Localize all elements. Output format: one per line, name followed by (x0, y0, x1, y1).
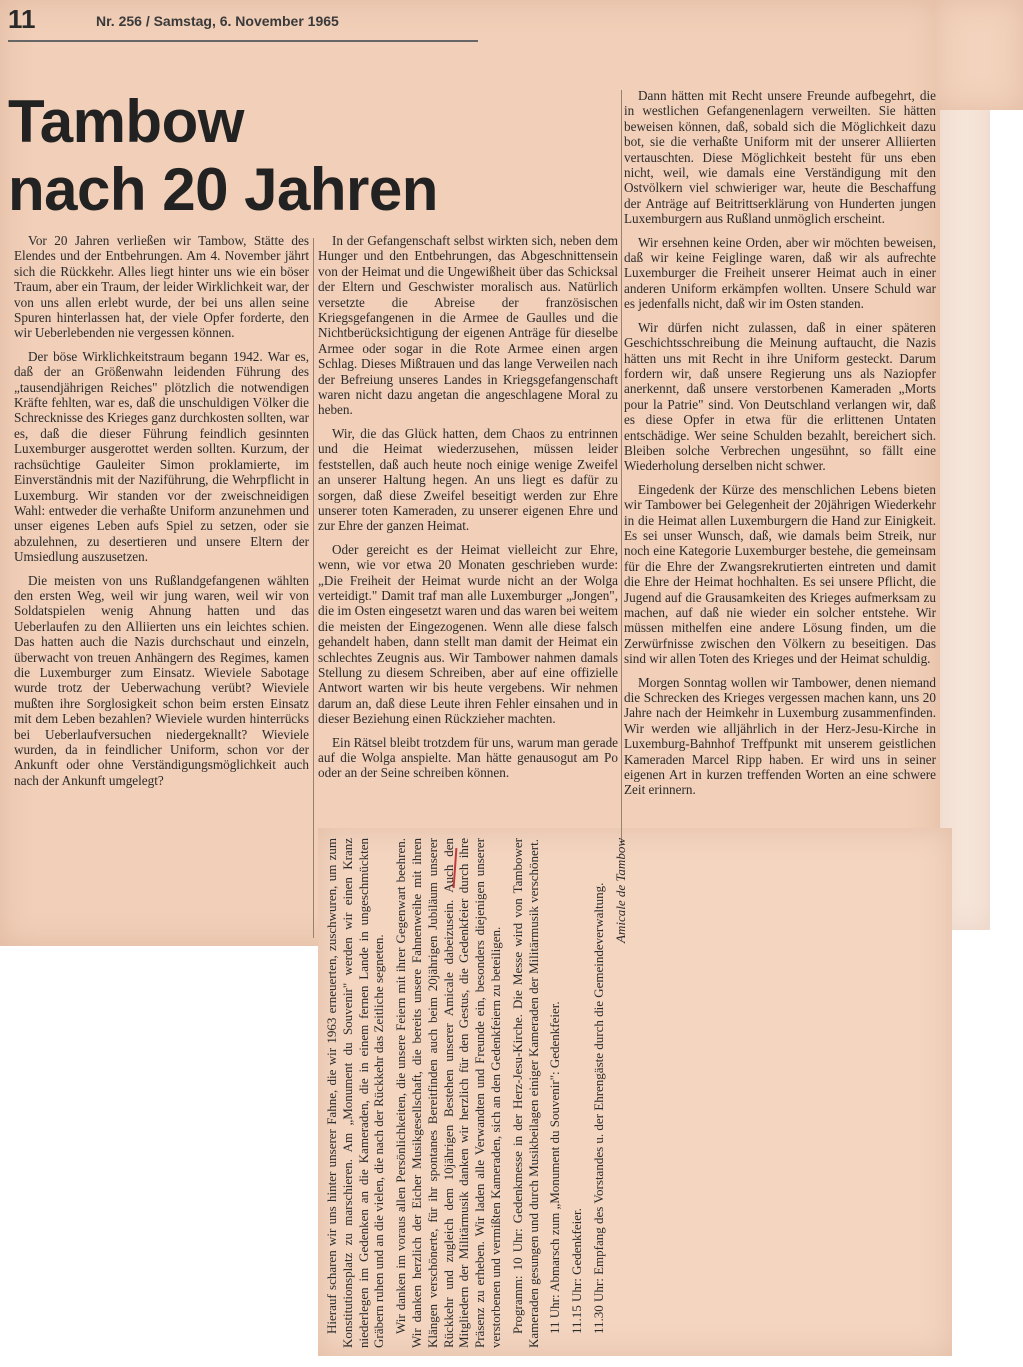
paragraph: Die meisten von uns Rußlandgefangenen wählten den ersten Weg, weil wir jung waren, weil wir von Soldatspielen wenig Ahnung hatten und das Ueberlaufen zu den Alliierten uns ein leichtes schien. Das hatten auch die Nazis durchschaut und einzeln, überwacht von treuen Anhängern des Regimes, kamen die Luxemburger zum Einsatz. Wieviele Sabotage wurde trotz der Ueberwachung verübt? Wieviele mußten ihre Sorglosigkeit schon beim ersten Einsatz mit dem Leben bezahlen? Wieviele wurden hinterrücks bei Ueberlaufversuchen niedergeknallt? Wieviele wurden, da in feindlicher Uniform, schon vor der Ankunft oder ohne Verständigungsmöglichkeit auch nach der Ankunft umgelegt? (14, 572, 309, 788)
paragraph: Eingedenk der Kürze des menschlichen Lebens bieten wir Tambower bei Gelegenheit der 20jährigen Wiederkehr in die Heimat allen Luxemburgern die Hand zur Einigkeit. Es sei unser Wunsch, daß, wie damals beim Streik, nur noch eine Kategorie Luxemburger bestehe, die gemeinsam für die Ehre der Zwangsrekrutierten eintreten und damit die Ehre der Heimat hochhalten. Es sei unsere Pflicht, die Jugend auf die Grausamkeiten des Krieges aufmerksam zu machen, auf daß nie wieder ein solcher entstehe. Wir müssen mithelfen eine andere Lösung finden, um die Zerwürfnisse zwischen den Völkern zu beseitigen. Das sind wir allen Toten des Krieges und der Heimat schuldig. (624, 481, 936, 667)
paragraph: Morgen Sonntag wollen wir Tambower, denen niemand die Schrecken des Krieges vergessen machen kann, uns 20 Jahre nach der Heimkehr in Luxemburg zusammenfinden. Wir werden wie alljährlich in der Herz-Jesu-Kirche in Luxemburg-Bahnhof Treffpunkt mit unserem geistlichen Kameraden Marcel Ripp haben. Er wird uns in seiner eigenen Art in kurzen treffenden Worten an eine schwere Zeit erinnern. (624, 674, 936, 798)
continuation-text (324, 838, 635, 1348)
article-column-1 (14, 233, 309, 796)
paragraph: 11.15 Uhr: Gedenkfeier. (569, 1208, 585, 1334)
paragraph: Wir dürfen nicht zulassen, daß in einer späteren Geschichtsschreibung die Meinung auftaucht, die Nazis hätten uns mit Recht in ihre Uniform gesteckt. Darum fordern wir, daß unsere Regierung uns als Naziopfer anerkennt, daß unsere verstorbenen Kameraden „Morts pour la Patrie" sind. Von Deutschland verlangen wir, daß es diese Opfer in etwa für die erlittenen Untaten entschädige. Wer seine Schulden bezahlt, bereichert sich. Bleiben solche Verbrechen ungesühnt, so fällt eine Wiederholung derselben nicht schwer. (624, 319, 936, 474)
issue-date: Nr. 256 / Samstag, 6. November 1965 (96, 13, 339, 29)
article-column-2 (318, 233, 618, 789)
continuation-rotated-inner (324, 838, 944, 1348)
adjacent-clipping (940, 0, 990, 930)
paragraph: Wir danken im voraus allen Persönlichkeiten, die unsere Feiern mit ihrer Gegenwart beehren. Wir danken herzlich der Eicher Musikgesellschaft, die bereits unsere Fahnenweihe mit ihren Klängen verschönerte, für ihr spontanes Bereitfinden auch beim 20jährigen Jubiläum unserer Rückkehr und zugleich dem 10jährigen Bestehen unserer Amicale dabeizusein. Auch den Mitgliedern der Militärmusik danken wir herzlich für den Gestus, die Gedenkfeier durch ihre Präsenz zu erheben. Wir laden alle Verwandten und Freunde ein, besonders diejenigen unserer verstorbenen und vermißten Kameraden, sich an den Gedenkfeiern zu beteiligen. (393, 838, 503, 1348)
paragraph: Programm: 10 Uhr: Gedenkmesse in der Herz-Jesu-Kirche. Die Messe wird von Tambower Kameraden gesungen und durch Musikbeilagen einiger Kameraden der Militärmusik verschönert. (509, 838, 541, 1348)
masthead (8, 4, 508, 34)
masthead-rule (8, 40, 478, 42)
paragraph: Der böse Wirklichkeitstraum begann 1942. War es, daß der an Größenwahn leidenden Führung des „tausendjährigen Reiches" plötzlich die notwendigen Kräfte fehlten, war es, daß die unschuldigen Völker die Schrecknisse des Krieges ganz durchkosten sollten, war es, daß die dieser Führung feindlich gesinnten Luxemburger ausgerottet werden sollten. Kurzum, der rachsüchtige Gauleiter Simon proklamierte, im Einverständnis mit der Naziführung, die Wehrpflicht in Luxemburg. Wir standen vor der zweischneidigen Wahl: entweder die verhaßte Uniform anzunehmen und unser eigenes Leben aufs Spiel zu setzen, oder sie abzulehnen, zu desertieren und unsere Eltern der Umsiedlung auszusetzen. (14, 348, 309, 565)
paragraph: 11.30 Uhr: Empfang des Vorstandes u. der Ehrengäste durch die Gemeindeverwaltung. (590, 882, 606, 1334)
paragraph: Oder gereicht es der Heimat vielleicht zur Ehre, wenn, wie vor etwa 20 Monaten geschrieben wurde: „Die Freiheit der Heimat wurde nicht an der Wolga verteidigt." Damit traf man alle Luxemburger „Jongen", die im Osten eingesetzt waren und das waren bei weitem die meisten der Eingezogenen. Wenn alle diese falsch gehandelt haben, dann stellt man damit der Heimat ein schlechtes Zeugnis aus. Wir Tambower nahmen damals Stellung zu diesem Schreiben, aber auf eine offizielle Antwort warten wir bis heute vergebens. Wir nehmen darum an, daß diese Leute ihren Fehler einsahen und in dieser Beziehung einen Rückzieher machten. (318, 541, 618, 727)
page-number: 11 (8, 4, 36, 34)
paragraph: Dann hätten mit Recht unsere Freunde aufbegehrt, die in westlichen Gefangenenlagern verweilten. Sie hätten beweisen können, daß, sobald sich die Möglichkeit dazu bot, sie die verhaßte Uniform mit der unserer Alliierten vertauschten. Diese Möglichkeit besteht für uns eben nicht, weil, wie damals eine Verständigung mit den Ostvölkern viel schwieriger war, heute die Beschaffung der Anträge auf Beitrittserklärung von Hunderten jungen Luxemburgern aus Rußland unmöglich erscheint. (624, 88, 936, 227)
continuation-rotated (324, 838, 944, 1348)
paragraph: Vor 20 Jahren verließen wir Tambow, Stätte des Elendes und der Entbehrungen. Am 4. November jährt sich die Rückkehr. Alles liegt hinter uns wie ein böser Traum, aber ein Traum, der leider Wirklichkeit war, der von uns allen erlebt wurde, der bei uns allen seine Spuren hinterlassen hat, der viele Opfer forderte, den wir Ueberlebenden nie vergessen können. (14, 233, 309, 341)
paragraph: Hierauf scharen wir uns hinter unserer Fahne, die wir 1963 erneuerten, zuschwuren, um zum Konstitutionsplatz zu marschieren. Am „Monument du Souvenir" werden wir einen Kranz niederlegen im Gedenken an die Kameraden, die in einem fernen Lande in ungeschmückten Gräbern ruhen und an die vielen, die nach der Rückkehr das Zeitliche segneten. (324, 838, 387, 1348)
column-divider (313, 238, 314, 938)
paragraph: In der Gefangenschaft selbst wirkten sich, neben dem Hunger und den Entbehrungen, das Abgeschnittensein von der Heimat und die Ungewißheit über das Schicksal der Eltern und Geschwister moralisch aus. Natürlich versetzte die Abreise der französischen Kriegsgefangenen in die Armee de Gaulles und die Nichtberücksichtigung der eigenen Anträge für dieselbe Armee oder sogar in die Rote Armee einen argen Schlag. Dieses Mißtrauen und das lange Verweilen nach der Befreiung unseres Landes in Kriegsgefangenschaft waren nicht dazu angetan die angeschlagene Moral zu heben. (318, 233, 618, 418)
column-divider (621, 90, 622, 845)
adjacent-clipping-corner (935, 0, 1023, 110)
headline-line-1: Tambow (8, 88, 244, 155)
article-column-3 (624, 88, 936, 806)
headline-line-2: nach 20 Jahren (8, 156, 438, 223)
paragraph: Wir ersehnen keine Orden, aber wir möchten beweisen, daß wir keine Feiglinge waren, daß wir als aufrechte Luxemburger die Freiheit unserer Heimat auch in einer anderen Uniform erkämpfen wollten. Unsere Schuld war es jedenfalls nicht, daß wir im Osten standen. (624, 234, 936, 312)
signature: Amicale de Tambow (612, 838, 628, 943)
headline (8, 88, 438, 224)
paragraph: Ein Rätsel bleibt trotzdem für uns, warum man gerade auf die Wolga anspielte. Man hätte genausogut am Po oder an der Seine schreiben können. (318, 734, 619, 781)
paragraph: Wir, die das Glück hatten, dem Chaos zu entrinnen und die Heimat wiederzusehen, müssen leider feststellen, daß auch heute noch einige wenige Zweifel an unserer Haltung hegen. An uns liegt es dafür zu sorgen, daß diese Zweifel beseitigt werden zur Ehre unserer toten Kameraden, zu unserer eigenen Ehre und zur Ehre der ganzen Heimat. (318, 425, 618, 534)
paragraph: 11 Uhr: Abmarsch zum „Monument du Souvenir": Gedenkfeier. (547, 1001, 563, 1334)
